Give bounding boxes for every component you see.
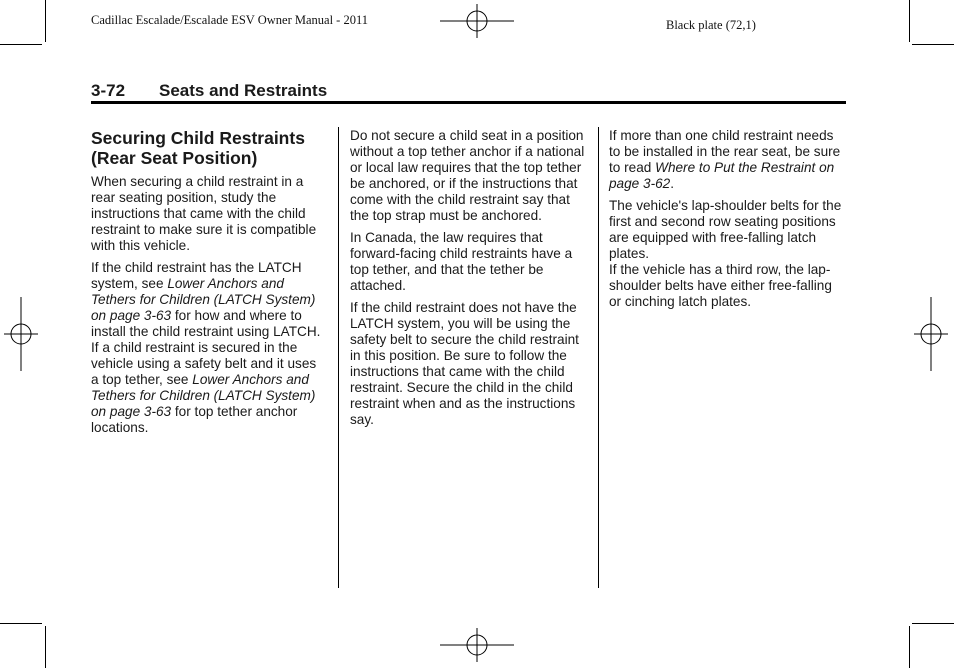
paragraph: [609, 128, 845, 192]
registration-mark-bottom: [440, 628, 514, 662]
column-3: [609, 128, 845, 316]
crop-mark: [912, 623, 954, 624]
cross-reference-latch[interactable]: Lower Anchors and Tethers for Children (LATCH System) on page 3-63: [91, 372, 316, 419]
text-run: If the child restraint has the LATCH system, see: [91, 260, 302, 291]
crop-mark: [0, 623, 42, 624]
cross-reference-where-to-put[interactable]: Where to Put the Restraint on page 3-62: [609, 160, 835, 191]
crop-mark: [45, 0, 46, 42]
text-run: If more than one child restraint needs to be installed in the rear seat, be sure to read: [609, 128, 841, 175]
paragraph: [609, 198, 845, 310]
column-divider: [598, 127, 599, 588]
paragraph: In Canada, the law requires that forward-facing child restraints have a top tether, and that the tether be attached.: [350, 230, 573, 293]
crop-mark: [912, 44, 954, 45]
crop-mark: [45, 626, 46, 668]
header-rule: [91, 101, 846, 104]
column-1: [91, 128, 327, 442]
text-run: If the vehicle has a third row, the lap-shoulder belts have either free-falling or cinching latch plates.: [609, 262, 832, 309]
text-run: for how and where to install the child restraint using LATCH. If a child restraint is secured in the vehicle using a safety belt and it uses a top tether, see: [91, 308, 321, 387]
paragraph: If the child restraint does not have the LATCH system, you will be using the safety belt to secure the child restraint in this position. Be sure to follow the instructions that came with the child restraint. Secure the child in the child restraint when and as the instructions say.: [350, 300, 579, 427]
page-number: 3-72: [91, 81, 126, 100]
paragraph: [91, 260, 327, 436]
text-run: .: [670, 176, 675, 191]
text-run: The vehicle's lap-shoulder belts for the first and second row seating positions are equipped with free-falling latch plates.: [609, 198, 842, 261]
section-title: Seats and Restraints: [159, 81, 328, 100]
section-heading: Securing Child Restraints (Rear Seat Position): [91, 128, 305, 168]
plate-label: Black plate (72,1): [666, 18, 756, 32]
running-header: [91, 81, 327, 101]
crop-mark: [0, 44, 42, 45]
column-2: [350, 128, 590, 434]
paragraph: Do not secure a child seat in a position without a top tether anchor if a national or local law requires that the top tether be anchored, or if the instructions that come with the child restraint say that the top strap must be anchored.: [350, 128, 585, 223]
paragraph: When securing a child restraint in a rear seating position, study the instructions that came with the child restraint to make sure it is compatible with this vehicle.: [91, 174, 317, 253]
registration-mark-left: [4, 297, 38, 371]
cross-reference-latch[interactable]: Lower Anchors and Tethers for Children (LATCH System) on page 3-63: [91, 276, 316, 323]
column-divider: [338, 127, 339, 588]
manual-title: Cadillac Escalade/Escalade ESV Owner Manual - 2011: [91, 13, 368, 27]
registration-mark-top: [440, 4, 514, 38]
crop-mark: [909, 626, 910, 668]
crop-mark: [909, 0, 910, 42]
registration-mark-right: [914, 297, 948, 371]
text-run: for top tether anchor locations.: [91, 404, 298, 435]
